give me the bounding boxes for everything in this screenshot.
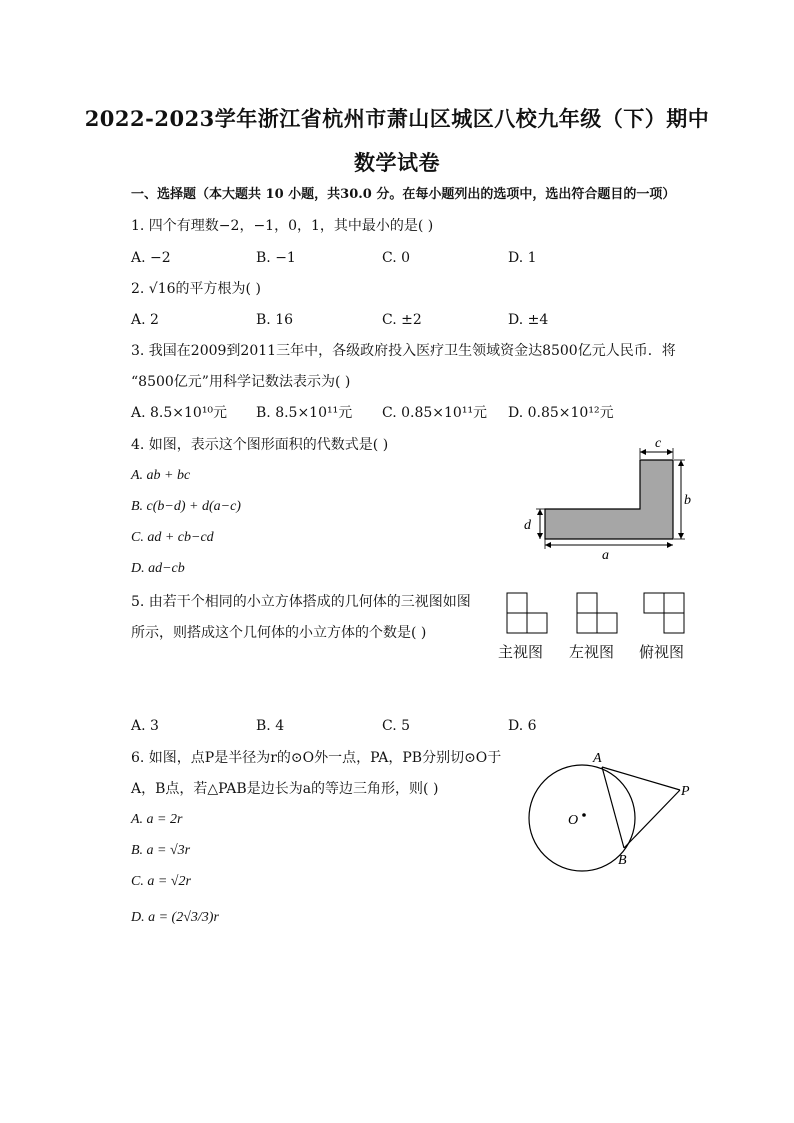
- question-3-option-c[interactable]: C. 0.85×10¹¹元: [382, 405, 488, 421]
- question-6-option-a[interactable]: A. a = 2r: [131, 812, 183, 827]
- question-1-option-d[interactable]: D. 1: [508, 250, 537, 266]
- question-1-option-c[interactable]: C. 0: [382, 250, 411, 266]
- question-6-option-d[interactable]: D. a = (2√3/3)r: [131, 910, 219, 925]
- figure-4-l-shape: [520, 432, 700, 562]
- figure-6-circle-tangents: [520, 748, 700, 873]
- question-4-option-a[interactable]: A. ab + bc: [131, 468, 191, 483]
- figure-5-top-view: [643, 592, 685, 634]
- question-5-option-a[interactable]: A. 3: [131, 718, 159, 734]
- question-2-option-c[interactable]: C. ±2: [382, 312, 422, 328]
- question-3-option-b[interactable]: B. 8.5×10¹¹元: [256, 405, 353, 421]
- page-title-line2: 数学试卷: [354, 150, 440, 175]
- question-2-option-b[interactable]: B. 16: [256, 312, 294, 328]
- label-b: b: [684, 493, 691, 508]
- l-shape-fill: [545, 460, 673, 539]
- caption-left-view: 左视图: [569, 643, 615, 661]
- question-5-stem-line1: 5. 由若干个相同的小立方体搭成的几何体的三视图如图: [131, 594, 471, 610]
- question-4-option-c[interactable]: C. ad + cb−cd: [131, 530, 214, 545]
- question-1-option-b[interactable]: B. −1: [256, 250, 296, 266]
- question-2-option-d[interactable]: D. ±4: [508, 312, 549, 328]
- question-5-option-b[interactable]: B. 4: [256, 718, 285, 734]
- question-1-stem: 1. 四个有理数−2，−1，0，1，其中最小的是( ): [131, 218, 434, 234]
- question-5-option-d[interactable]: D. 6: [508, 718, 537, 734]
- question-2-option-a[interactable]: A. 2: [131, 312, 159, 328]
- center-dot: [582, 813, 586, 817]
- label-a: a: [602, 548, 609, 562]
- label-d: d: [524, 518, 531, 533]
- chord-ab: [602, 767, 624, 848]
- label-O: O: [568, 813, 579, 828]
- section-heading: 一、选择题（本大题共 10 小题，共30.0 分。在每小题列出的选项中，选出符合题目的一项）: [131, 187, 676, 202]
- question-6-option-c[interactable]: C. a = √2r: [131, 874, 191, 889]
- question-6-stem-line2: A，B点，若△PAB是边长为a的等边三角形，则( ): [131, 781, 439, 797]
- label-P: P: [681, 784, 690, 799]
- caption-front-view: 主视图: [498, 643, 544, 661]
- label-A: A: [593, 751, 602, 766]
- figure-5-left-view: [576, 592, 618, 634]
- tangent-pb: [624, 790, 680, 848]
- label-B: B: [618, 853, 627, 868]
- question-4-stem: 4. 如图，表示这个图形面积的代数式是( ): [131, 437, 389, 453]
- figure-5-front-view: [506, 592, 548, 634]
- question-6-stem-line1: 6. 如图，点P是半径为r的⊙O外一点，PA，PB分别切⊙O于: [131, 750, 502, 766]
- question-3-stem-line2: “8500亿元”用科学记数法表示为( ): [131, 374, 351, 390]
- question-3-stem-line1: 3. 我国在2009到2011三年中，各级政府投入医疗卫生领域资金达8500亿元人民币．将: [131, 343, 676, 359]
- question-5-option-c[interactable]: C. 5: [382, 718, 411, 734]
- question-4-option-b[interactable]: B. c(b−d) + d(a−c): [131, 499, 241, 514]
- page-title-line1: 2022-2023学年浙江省杭州市萧山区城区八校九年级（下）期中: [84, 106, 710, 131]
- tangent-pa: [602, 767, 680, 790]
- question-2-stem: 2. √16的平方根为( ): [131, 281, 261, 297]
- caption-top-view: 俯视图: [639, 643, 685, 661]
- label-c: c: [655, 436, 662, 451]
- question-6-option-b[interactable]: B. a = √3r: [131, 843, 191, 858]
- question-3-option-d[interactable]: D. 0.85×10¹²元: [508, 405, 614, 421]
- question-3-option-a[interactable]: A. 8.5×10¹⁰元: [131, 405, 228, 421]
- question-5-stem-line2: 所示，则搭成这个几何体的小立方体的个数是( ): [131, 625, 427, 641]
- question-4-option-d[interactable]: D. ad−cb: [131, 561, 185, 576]
- question-1-option-a[interactable]: A. −2: [131, 250, 171, 266]
